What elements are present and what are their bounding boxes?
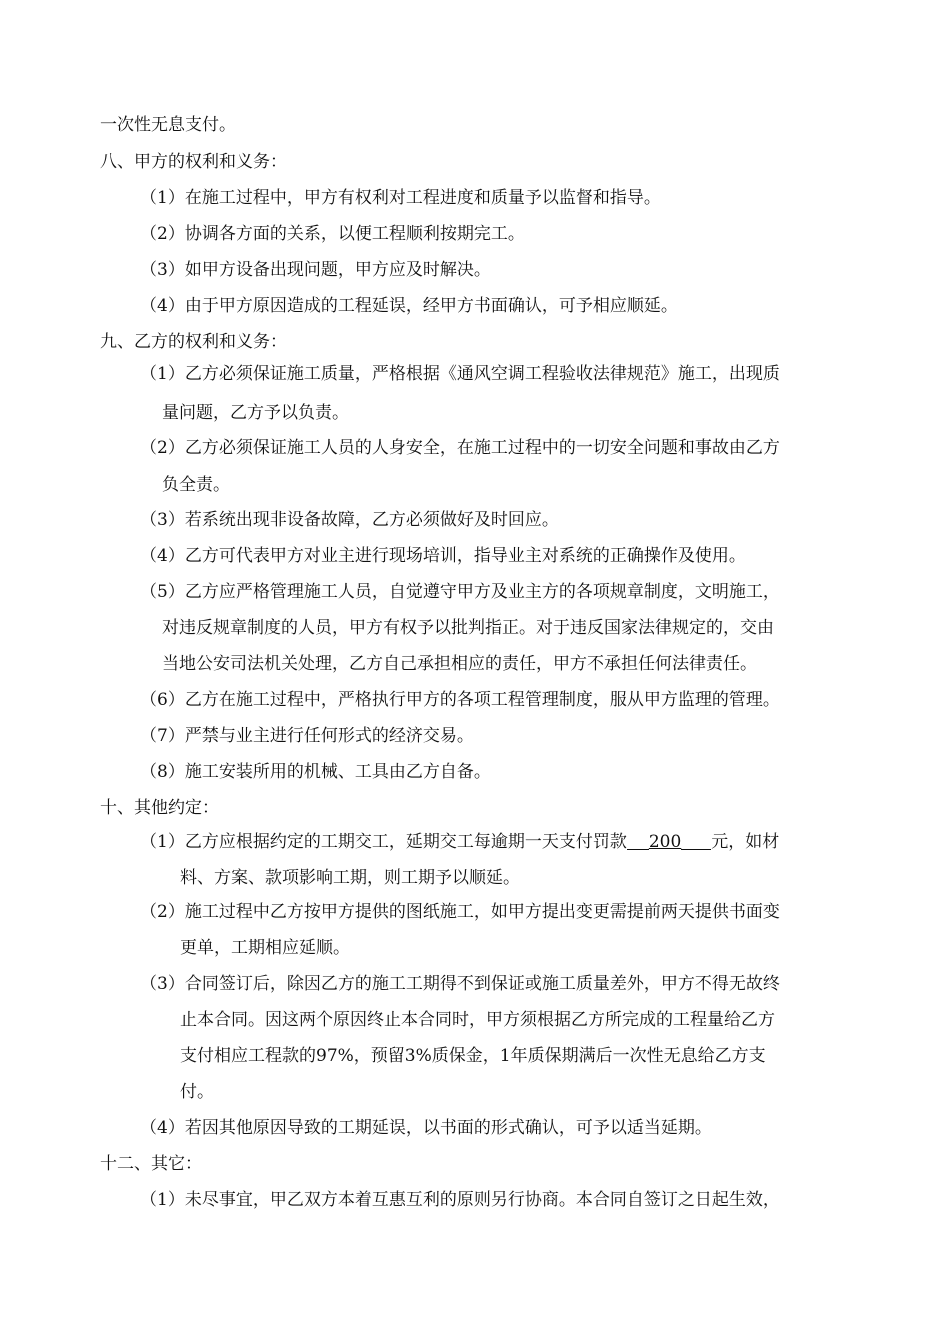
clause-10-4: （4）若因其他原因导致的工期延误，以书面的形式确认，可予以适当延期。	[140, 1118, 712, 1138]
clause-10-2-line2: 更单，工期相应延顺。	[180, 938, 350, 958]
blank-underline-right	[681, 832, 711, 850]
clause-10-3-line4: 付。	[180, 1082, 214, 1102]
clause-8-3: （3）如甲方设备出现问题，甲方应及时解决。	[140, 260, 491, 280]
clause-9-3: （3）若系统出现非设备故障，乙方必须做好及时回应。	[140, 510, 559, 530]
clause-10-3-line3: 支付相应工程款的97%，预留3%质保金，1年质保期满后一次性无息给乙方支	[180, 1046, 766, 1066]
clause-9-5-line1: （5）乙方应严格管理施工人员，自觉遵守甲方及业主方的各项规章制度，文明施工，	[140, 582, 780, 602]
blank-underline-left	[627, 832, 649, 850]
clause-10-2-line1: （2）施工过程中乙方按甲方提供的图纸施工，如甲方提出变更需提前两天提供书面变	[140, 902, 780, 922]
clause-10-1-line2: 料、方案、款项影响工期，则工期予以顺延。	[180, 868, 520, 888]
paragraph-continuation: 一次性无息支付。	[100, 115, 236, 135]
clause-8-2: （2）协调各方面的关系，以便工程顺利按期完工。	[140, 224, 525, 244]
clause-9-1-line2: 量问题，乙方予以负责。	[162, 403, 349, 423]
clause-10-3-line1: （3）合同签订后，除因乙方的施工工期得不到保证或施工质量差外，甲方不得无故终	[140, 974, 780, 994]
clause-9-6: （6）乙方在施工过程中，严格执行甲方的各项工程管理制度，服从甲方监理的管理。	[140, 690, 780, 710]
clause-9-5-line2: 对违反规章制度的人员，甲方有权予以批判指正。对于违反国家法律规定的，交由	[162, 618, 774, 638]
clause-10-1-prefix: （1）乙方应根据约定的工期交工，延期交工每逾期一天支付罚款	[140, 832, 627, 852]
clause-10-1-line1	[140, 830, 779, 854]
section-heading-12: 十二、其它：	[100, 1154, 202, 1174]
clause-8-4: （4）由于甲方原因造成的工程延误，经甲方书面确认，可予相应顺延。	[140, 296, 678, 316]
section-heading-10: 十、其他约定：	[100, 798, 219, 818]
clause-9-8: （8）施工安装所用的机械、工具由乙方自备。	[140, 762, 491, 782]
clause-9-2-line2: 负全责。	[162, 475, 230, 495]
clause-9-7: （7）严禁与业主进行任何形式的经济交易。	[140, 726, 474, 746]
clause-9-2-line1: （2）乙方必须保证施工人员的人身安全，在施工过程中的一切安全问题和事故由乙方	[140, 438, 780, 458]
clause-12-1: （1）未尽事宜，甲乙双方本着互惠互利的原则另行协商。本合同自签订之日起生效，	[140, 1190, 780, 1210]
penalty-amount: 200	[648, 832, 682, 852]
clause-10-3-line2: 止本合同。因这两个原因终止本合同时，甲方须根据乙方所完成的工程量给乙方	[180, 1010, 775, 1030]
clause-9-5-line3: 当地公安司法机关处理，乙方自己承担相应的责任，甲方不承担任何法律责任。	[162, 654, 757, 674]
section-heading-8: 八、甲方的权利和义务：	[100, 152, 287, 172]
clause-9-4: （4）乙方可代表甲方对业主进行现场培训，指导业主对系统的正确操作及使用。	[140, 546, 746, 566]
clause-9-1-line1: （1）乙方必须保证施工质量，严格根据《通风空调工程验收法律规范》施工，出现质	[140, 364, 780, 384]
section-heading-9: 九、乙方的权利和义务：	[100, 332, 287, 352]
clause-8-1: （1）在施工过程中，甲方有权利对工程进度和质量予以监督和指导。	[140, 188, 661, 208]
clause-10-1-suffix: 元，如材	[711, 832, 780, 852]
